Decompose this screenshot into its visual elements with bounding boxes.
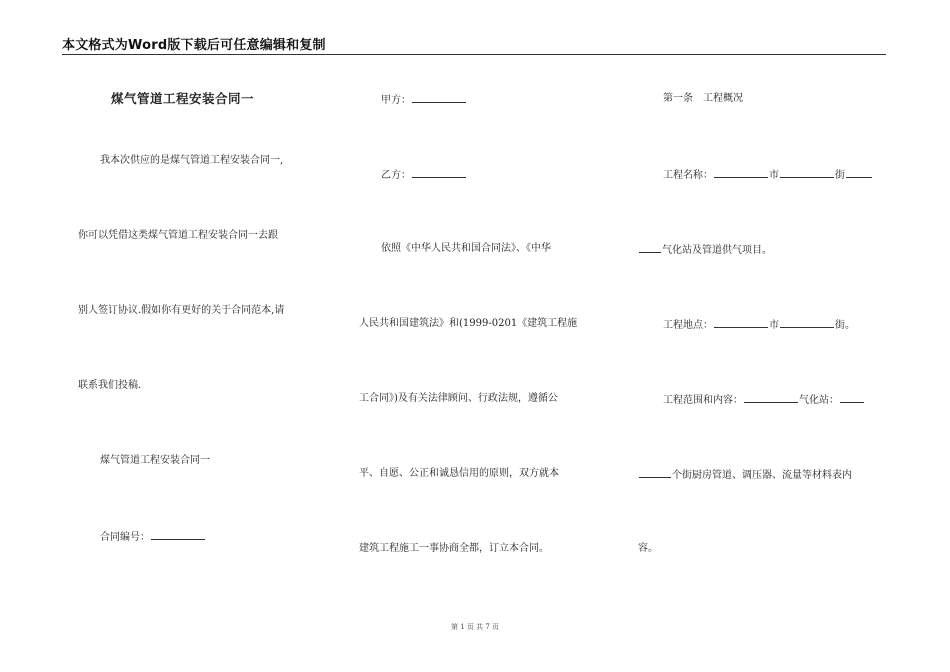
street-label: 街 — [835, 170, 845, 181]
kitchen-count-blank — [639, 467, 671, 478]
project-location-label: 工程地点： — [663, 320, 713, 331]
party-b-label: 乙方： — [381, 170, 411, 181]
scope-tail-blank — [840, 392, 864, 403]
col1-paragraph-line-3: 别人签订协议.假如你有更好的关于合同范本,请 — [78, 305, 285, 316]
contract-number-blank — [151, 529, 205, 540]
col1-paragraph-line-4: 联系我们投稿. — [78, 380, 142, 391]
gas-station-row — [638, 242, 772, 258]
gas-station-blank — [639, 242, 661, 253]
col2-paragraph-line-1: 依照《中华人民共和国合同法》、《中华 — [381, 243, 551, 254]
content-end: 容。 — [638, 543, 658, 554]
project-name-row — [663, 167, 873, 183]
col2-paragraph-line-4: 平、自愿、公正和诚恳信用的原则，双方就本 — [359, 468, 559, 479]
col1-paragraph-line-2: 你可以凭借这类煤气管道工程安装合同一去跟 — [78, 230, 278, 241]
col2-paragraph-line-3: 工合同》)及有关法律顾问、行政法规，遵循公 — [359, 393, 558, 404]
scope-blank — [744, 392, 798, 403]
city-label: 市 — [769, 170, 779, 181]
kitchen-text: 个街厨房管道、调压器、流量等材料表内 — [672, 470, 852, 481]
project-city-blank — [714, 167, 768, 178]
col1-paragraph-line-1: 我本次供应的是煤气管道工程安装合同一, — [100, 155, 284, 166]
project-name-tail-blank — [846, 167, 872, 178]
party-a-label: 甲方： — [381, 95, 411, 106]
article-1-heading: 第一条 工程概况 — [663, 93, 743, 104]
gas-station-colon: 气化站： — [799, 395, 839, 406]
location-city-label: 市 — [769, 320, 779, 331]
gas-station-text: 气化站及管道供气项目。 — [662, 245, 772, 256]
party-a-row — [381, 92, 467, 108]
party-b-row — [381, 167, 467, 183]
location-street-blank — [780, 317, 834, 328]
project-name-label: 工程名称： — [663, 170, 713, 181]
header-text: 本文格式为Word版下载后可任意编辑和复制 — [62, 38, 326, 53]
document-title: 煤气管道工程安装合同一 — [111, 91, 255, 106]
location-street-end: 街。 — [835, 320, 855, 331]
project-scope-label: 工程范围和内容： — [663, 395, 743, 406]
col2-paragraph-line-5: 建筑工程施工一事协商全都，订立本合同。 — [359, 543, 549, 554]
contract-number-row — [100, 529, 206, 545]
col2-paragraph-line-2: 人民共和国建筑法》和(1999-0201《建筑工程施 — [359, 318, 578, 329]
project-street-blank — [780, 167, 834, 178]
col1-subtitle: 煤气管道工程安装合同一 — [100, 455, 210, 466]
project-scope-row — [663, 392, 865, 408]
contract-number-label: 合同编号： — [100, 532, 150, 543]
kitchen-row — [638, 467, 852, 483]
party-a-blank — [412, 92, 466, 103]
page-header — [62, 34, 886, 55]
location-city-blank — [714, 317, 768, 328]
party-b-blank — [412, 167, 466, 178]
page-footer: 第 1 页 共 7 页 — [450, 623, 500, 631]
project-location-row — [663, 317, 855, 333]
